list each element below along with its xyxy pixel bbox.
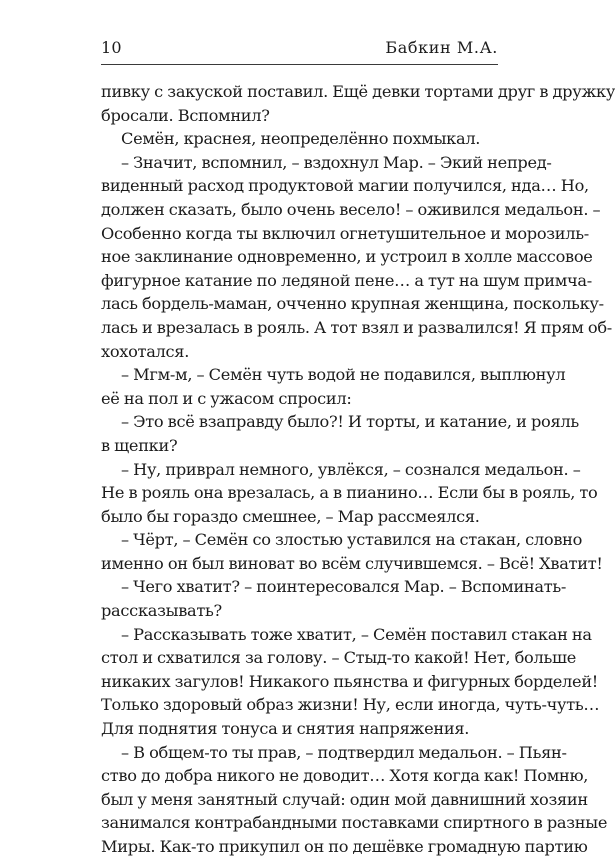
- text-line: – Значит, вспомнил, – вздохнул Мар. – Экий непред-: [121, 152, 552, 172]
- text-line: – Мгм-м, – Семён чуть водой не подавился, выплюнул: [121, 365, 566, 385]
- text-line: занимался контрабандными поставками спиртного в разные: [101, 813, 608, 833]
- page-number: 10: [101, 38, 122, 57]
- text-line: – Чего хватит? – поинтересовался Мар. – Вспоминать-: [121, 577, 567, 597]
- text-line: стол и схватился за голову. – Стыд-то какой! Нет, больше: [101, 648, 577, 668]
- text-line: рассказывать?: [101, 601, 222, 621]
- text-line: было бы гораздо смешнее, – Мар рассмеялся.: [101, 506, 480, 526]
- text-line: – Рассказывать тоже хватит, – Семён поставил стакан на: [121, 624, 592, 644]
- text-line: пивку с закуской поставил. Ещё девки тортами друг в дружку: [101, 82, 615, 101]
- text-line: – В общем-то ты прав, – подтвердил медальон. – Пьян-: [121, 742, 567, 762]
- text-line: должен сказать, было очень весело! – оживился медальон. –: [101, 199, 601, 219]
- body-text: [101, 80, 615, 859]
- text-line: её на пол и с ужасом спросил:: [101, 388, 352, 408]
- text-line: никаких загулов! Никакого пьянства и фигурных борделей!: [101, 671, 599, 691]
- text-line: лась и врезалась в рояль. А тот взял и развалился! Я прям об-: [101, 317, 612, 337]
- header-divider: [101, 64, 498, 65]
- text-line: – Ну, приврал немного, увлёкся, – сознался медальон. –: [121, 459, 581, 479]
- text-line: ство до добра никого не доводит… Хотя когда как! Помню,: [101, 766, 589, 786]
- running-header: [101, 38, 498, 60]
- text-line: Только здоровый образ жизни! Ну, если иногда, чуть-чуть…: [101, 695, 600, 715]
- text-line: бросали. Вспомнил?: [101, 105, 270, 125]
- text-line: Миры. Как-то прикупил он по дешёвке громадную партию: [101, 837, 588, 856]
- text-line: ное заклинание одновременно, и устроил в холле массовое: [101, 247, 593, 267]
- text-line: Для поднятия тонуса и снятия напряжения.: [101, 719, 470, 739]
- text-line: в щепки?: [101, 435, 178, 455]
- text-line: фигурное катание по ледяной пене… а тут на шум примча-: [101, 270, 592, 290]
- text-line: Особенно когда ты включил огнетушительное и морозиль-: [101, 223, 589, 243]
- text-line: был у меня занятный случай: один мой давнишний хозяин: [101, 789, 588, 809]
- text-line: Семён, краснея, неопределённо похмыкал.: [121, 129, 481, 149]
- running-title: Бабкин М.А.: [385, 38, 498, 57]
- text-line: – Чёрт, – Семён со злостью уставился на стакан, словно: [121, 530, 583, 550]
- text-line: виденный расход продуктовой магии получился, нда… Но,: [101, 176, 589, 196]
- text-line: лась бордель-маман, очченно крупная женщина, поскольку-: [101, 294, 604, 314]
- text-line: именно он был виноват во всём случившемся. – Всё! Хватит!: [101, 553, 603, 573]
- text-line: – Это всё взаправду было?! И торты, и катание, и рояль: [121, 412, 579, 432]
- text-line: хохотался.: [101, 341, 190, 361]
- text-line: Не в рояль она врезалась, а в пианино… Если бы в рояль, то: [101, 483, 598, 503]
